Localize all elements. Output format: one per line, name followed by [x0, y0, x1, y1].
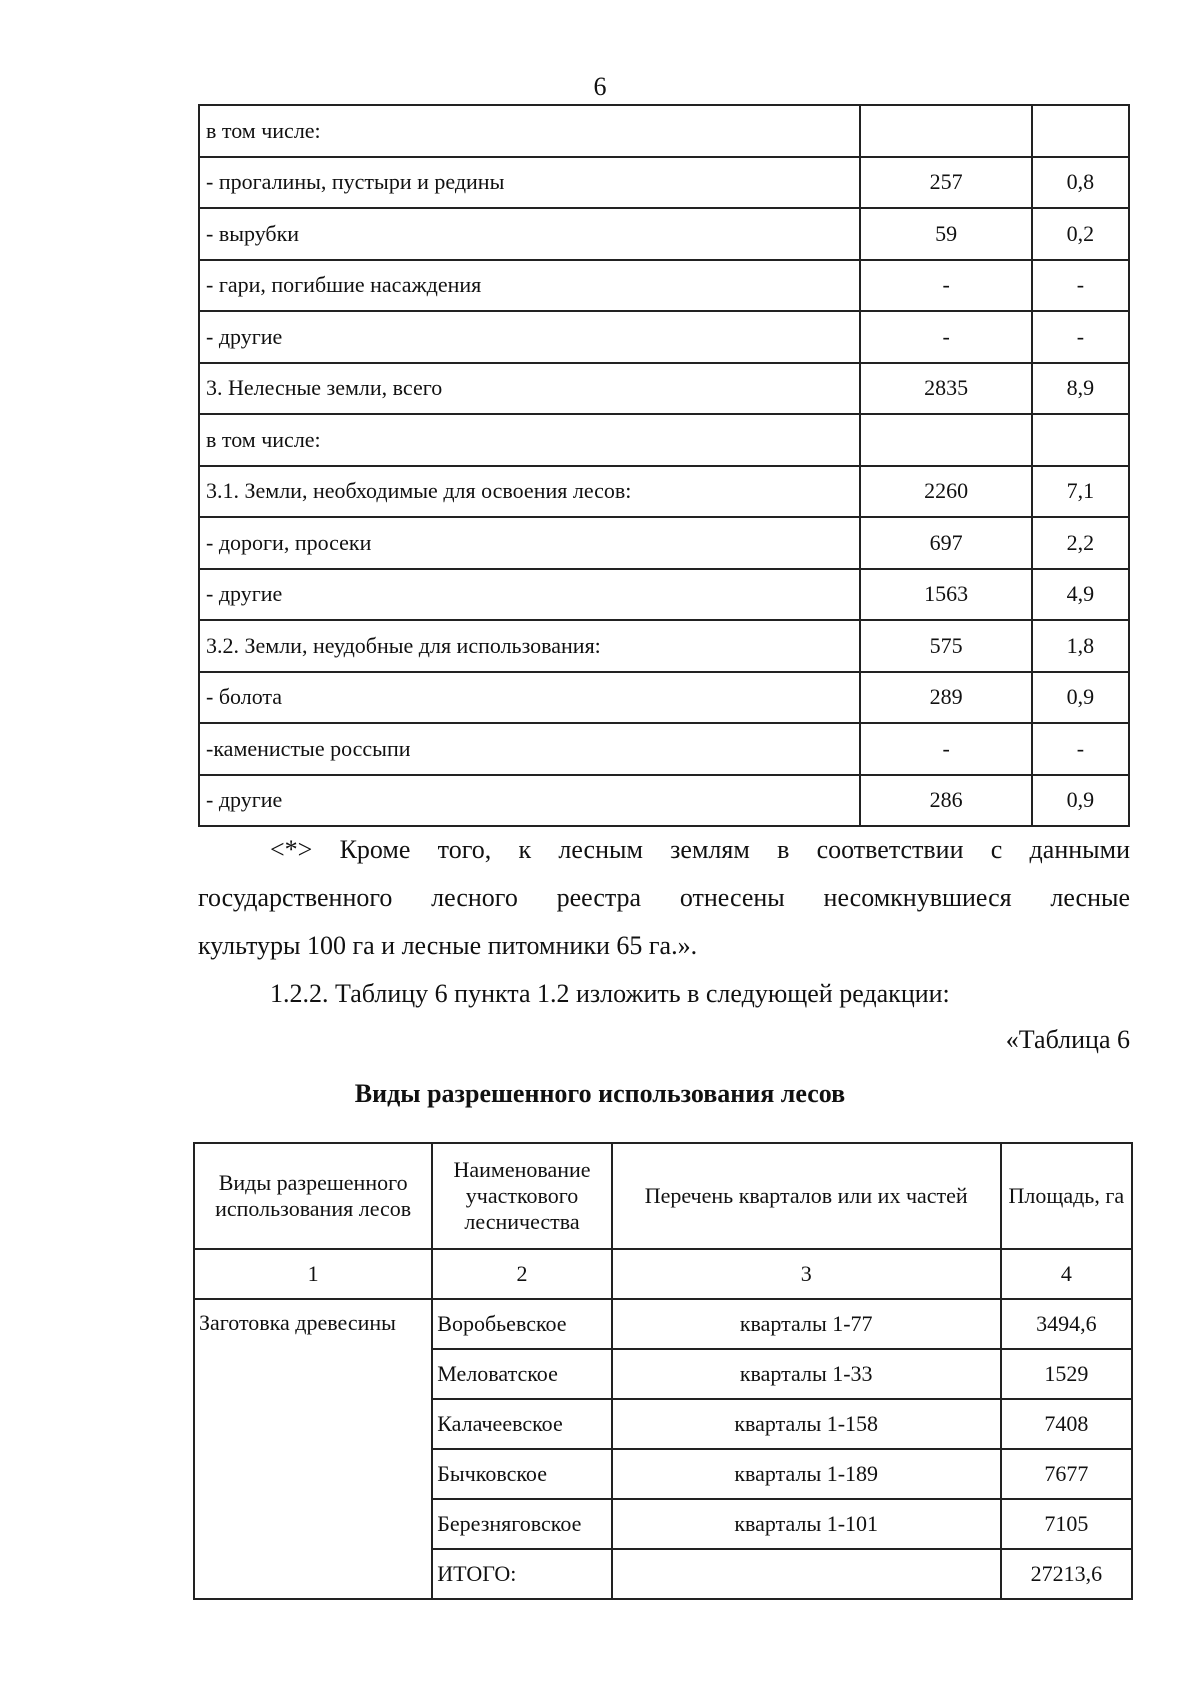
- row-label: - болота: [199, 672, 860, 724]
- column-header: Наименование участкового лесничества: [432, 1143, 611, 1249]
- area-value: 3494,6: [1001, 1299, 1132, 1349]
- table-title: Виды разрешенного использования лесов: [354, 1079, 846, 1108]
- row-value: [860, 414, 1031, 466]
- forestry-name: Бычковское: [432, 1449, 611, 1499]
- table-row: [199, 672, 1129, 724]
- row-percent: 0,2: [1032, 208, 1129, 260]
- footnote-line-3: культуры 100 га и лесные питомники 65 га.».: [198, 931, 698, 960]
- footnote-line-1: <*> Кроме того, к лесным землям в соответствии с данными: [270, 835, 1130, 864]
- table-header-row: [194, 1143, 1132, 1249]
- quarters-range: кварталы 1-33: [612, 1349, 1001, 1399]
- row-percent: 4,9: [1032, 569, 1129, 621]
- row-value: 575: [860, 620, 1031, 672]
- table-row: [199, 157, 1129, 209]
- row-percent: 1,8: [1032, 620, 1129, 672]
- row-percent: 0,8: [1032, 157, 1129, 209]
- forestry-name: Калачеевское: [432, 1399, 611, 1449]
- forest-usage-table: [193, 1142, 1133, 1600]
- column-number: 3: [612, 1249, 1001, 1299]
- row-percent: [1032, 414, 1129, 466]
- area-value: 7677: [1001, 1449, 1132, 1499]
- row-percent: 7,1: [1032, 466, 1129, 518]
- row-percent: 0,9: [1032, 775, 1129, 827]
- row-percent: 8,9: [1032, 363, 1129, 415]
- row-value: -: [860, 723, 1031, 775]
- row-label: - прогалины, пустыри и редины: [199, 157, 860, 209]
- quarters-range: кварталы 1-158: [612, 1399, 1001, 1449]
- row-value: 1563: [860, 569, 1031, 621]
- column-header: Площадь, га: [1001, 1143, 1132, 1249]
- row-label: в том числе:: [199, 105, 860, 157]
- row-percent: -: [1032, 311, 1129, 363]
- row-value: 286: [860, 775, 1031, 827]
- table-row: [199, 311, 1129, 363]
- row-label: - другие: [199, 775, 860, 827]
- row-percent: [1032, 105, 1129, 157]
- table-row: [199, 723, 1129, 775]
- column-header: Виды разрешенного использования лесов: [194, 1143, 432, 1249]
- total-label: ИТОГО:: [432, 1549, 611, 1599]
- row-label: 3.1. Земли, необходимые для освоения лесов:: [199, 466, 860, 518]
- quarters-range: кварталы 1-101: [612, 1499, 1001, 1549]
- row-percent: -: [1032, 723, 1129, 775]
- table-row: [199, 517, 1129, 569]
- row-label: - другие: [199, 569, 860, 621]
- total-area: 27213,6: [1001, 1549, 1132, 1599]
- row-label: - дороги, просеки: [199, 517, 860, 569]
- quarters-range: кварталы 1-77: [612, 1299, 1001, 1349]
- area-value: 1529: [1001, 1349, 1132, 1399]
- table-row: [199, 775, 1129, 827]
- table-row: [199, 620, 1129, 672]
- row-label: - вырубки: [199, 208, 860, 260]
- row-value: 257: [860, 157, 1031, 209]
- row-value: -: [860, 311, 1031, 363]
- forestry-name: Меловатское: [432, 1349, 611, 1399]
- table-row: [199, 414, 1129, 466]
- forestry-name: Березняговское: [432, 1499, 611, 1549]
- usage-type-cell: Заготовка древесины: [194, 1299, 432, 1599]
- row-value: 289: [860, 672, 1031, 724]
- row-label: в том числе:: [199, 414, 860, 466]
- row-value: -: [860, 260, 1031, 312]
- land-categories-table: [198, 104, 1130, 827]
- row-label: 3.2. Земли, неудобные для использования:: [199, 620, 860, 672]
- quarters-range: кварталы 1-189: [612, 1449, 1001, 1499]
- row-label: 3. Нелесные земли, всего: [199, 363, 860, 415]
- row-value: [860, 105, 1031, 157]
- table-row: [199, 260, 1129, 312]
- row-value: 59: [860, 208, 1031, 260]
- table-row: [199, 208, 1129, 260]
- row-label: -каменистые россыпи: [199, 723, 860, 775]
- row-value: 2260: [860, 466, 1031, 518]
- area-value: 7408: [1001, 1399, 1132, 1449]
- footnote-line-2: государственного лесного реестра отнесены несомкнувшиеся лесные: [198, 883, 1130, 912]
- row-label: - гари, погибшие насаждения: [199, 260, 860, 312]
- column-number: 2: [432, 1249, 611, 1299]
- column-header: Перечень кварталов или их частей: [612, 1143, 1001, 1249]
- row-label: - другие: [199, 311, 860, 363]
- area-value: 7105: [1001, 1499, 1132, 1549]
- row-value: 697: [860, 517, 1031, 569]
- table-row: [199, 569, 1129, 621]
- row-percent: 2,2: [1032, 517, 1129, 569]
- table-label: «Таблица 6: [1005, 1025, 1130, 1054]
- row-value: 2835: [860, 363, 1031, 415]
- table-row: [199, 105, 1129, 157]
- page-number: 6: [593, 72, 607, 101]
- row-percent: 0,9: [1032, 672, 1129, 724]
- forestry-name: Воробьевское: [432, 1299, 611, 1349]
- column-number-row: [194, 1249, 1132, 1299]
- column-number: 4: [1001, 1249, 1132, 1299]
- table-row: [194, 1299, 1132, 1349]
- instruction-paragraph: 1.2.2. Таблицу 6 пункта 1.2 изложить в следующей редакции:: [270, 979, 950, 1008]
- row-percent: -: [1032, 260, 1129, 312]
- total-quarters-empty: [612, 1549, 1001, 1599]
- table-row: [199, 363, 1129, 415]
- table-row: [199, 466, 1129, 518]
- column-number: 1: [194, 1249, 432, 1299]
